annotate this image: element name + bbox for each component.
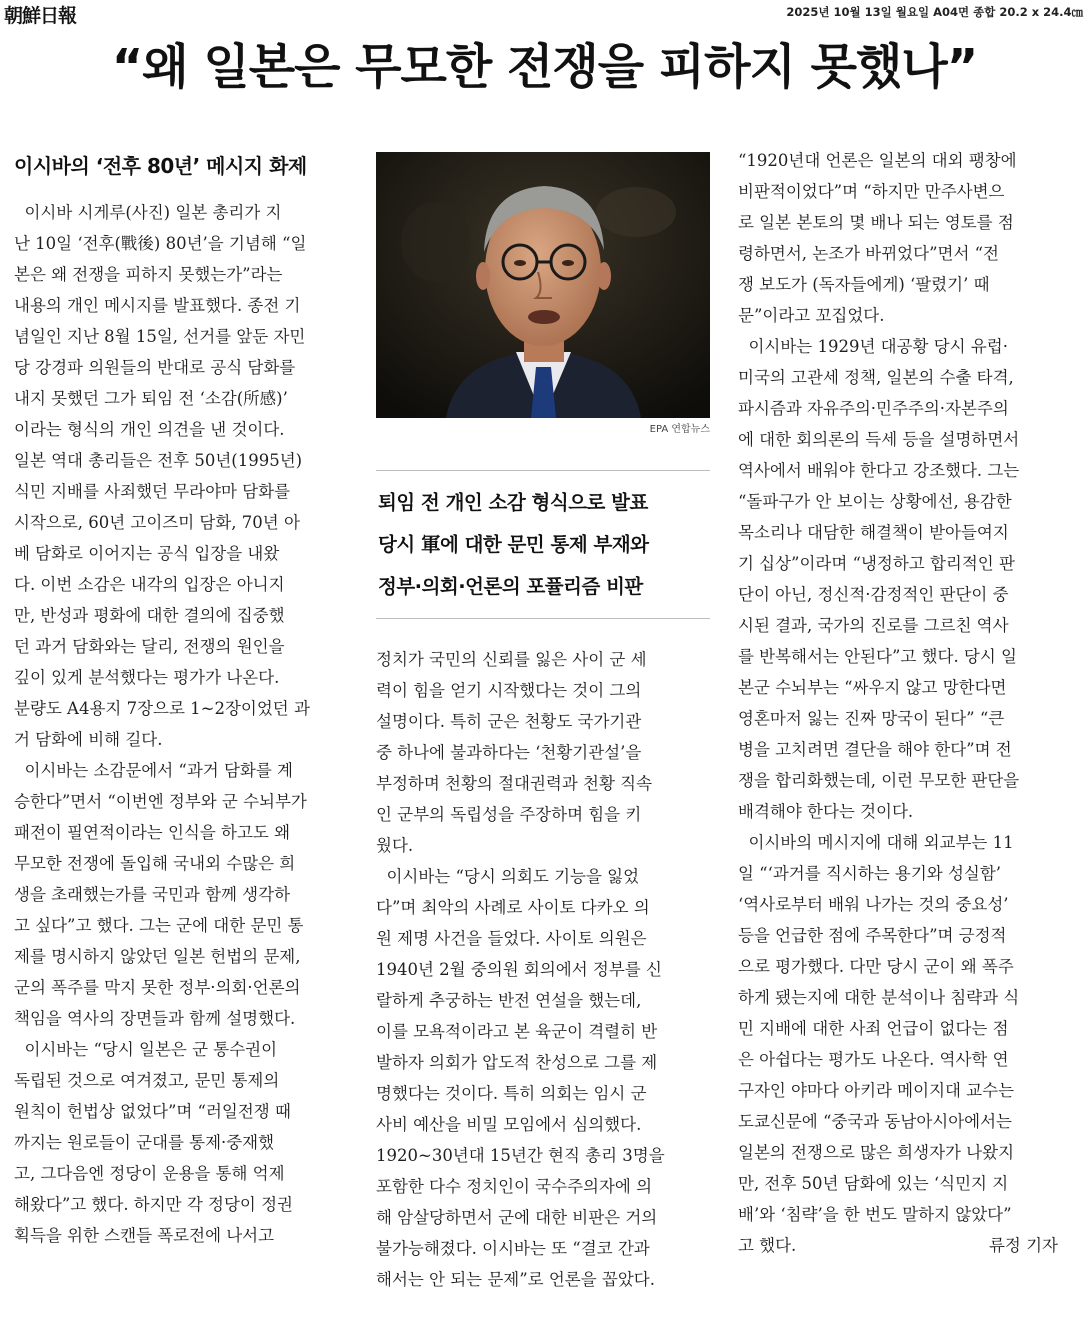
body-line: 역사에서 배워야 한다고 강조했다. 그는 xyxy=(738,461,1020,480)
body-line: 분량도 A4용지 7장으로 1~2장이었던 과 xyxy=(14,699,310,718)
body-line: 원 제명 사건을 들었다. 사이토 의원은 xyxy=(376,929,647,948)
body-line: 념일인 지난 8월 15일, 선거를 앞둔 자민 xyxy=(14,327,306,346)
body-line: 하게 됐는지에 대한 분석이나 침략과 식 xyxy=(738,988,1020,1007)
body-line: 쟁 보도가 (독자들에게) ‘팔렸기’ 때 xyxy=(738,275,990,294)
body-column-3 xyxy=(738,145,1074,1261)
portrait-photo xyxy=(376,152,710,418)
deck-line: 퇴임 전 개인 소감 형식으로 발표 xyxy=(378,491,648,514)
body-line: 고 싶다”고 했다. 그는 군에 대한 문민 통 xyxy=(14,916,304,935)
body-line: 내지 못했던 그가 퇴임 전 ‘소감(所感)’ xyxy=(14,389,288,408)
body-line: 일본 역대 총리들은 전후 50년(1995년) xyxy=(14,451,303,470)
body-line: 패전이 필연적이라는 인식을 하고도 왜 xyxy=(14,823,291,842)
body-line: 생을 초래했는가를 국민과 함께 생각하 xyxy=(14,885,291,904)
body-line: 거 담화에 비해 길다. xyxy=(14,730,163,749)
body-line: 단이 아닌, 정신적·감정적인 판단이 중 xyxy=(738,585,1009,604)
body-line: 배’와 ‘침략’을 한 번도 말하지 않았다” xyxy=(738,1205,1012,1224)
body-line: 다”며 최악의 사례로 사이토 다카오 의 xyxy=(376,898,650,917)
body-line: 부정하며 천황의 절대권력과 천황 직속 xyxy=(376,774,653,793)
body-line: “돌파구가 안 보이는 상황에선, 용감한 xyxy=(738,492,1012,511)
body-line: 쟁을 합리화했는데, 이런 무모한 판단을 xyxy=(738,771,1020,790)
body-line: 정치가 국민의 신뢰를 잃은 사이 군 세 xyxy=(376,650,647,669)
body-line: 령하면서, 논조가 바뀌었다”면서 “전 xyxy=(738,244,999,263)
body-line: 본군 수뇌부는 “싸우지 않고 망한다면 xyxy=(738,678,1007,697)
body-line: 해서는 안 되는 문제”로 언론을 꼽았다. xyxy=(376,1270,655,1289)
body-line: 발하자 의회가 압도적 찬성으로 그를 제 xyxy=(376,1053,658,1072)
body-line: 제를 명시하지 않았던 일본 헌법의 문제, xyxy=(14,947,301,966)
body-line: 내용의 개인 메시지를 발표했다. 종전 기 xyxy=(14,296,301,315)
body-line: 중 하나에 불과하다는 ‘천황기관설’을 xyxy=(376,743,642,762)
body-line: 1940년 2월 중의원 회의에서 정부를 신 xyxy=(376,960,662,979)
body-line: 웠다. xyxy=(376,836,414,855)
body-line: 1920~30년대 15년간 현직 총리 3명을 xyxy=(376,1146,665,1165)
body-line: 배격해야 한다는 것이다. xyxy=(738,802,914,821)
body-line: 비판적이었다”며 “하지만 만주사변으 xyxy=(738,182,1005,201)
body-line: 등을 언급한 점에 주목한다”며 긍정적 xyxy=(738,926,1007,945)
body-line: 를 반복해서는 안된다”고 했다. 당시 일 xyxy=(738,647,1017,666)
body-line: 베 담화로 이어지는 공식 입장을 내왔 xyxy=(14,544,280,563)
body-line: 난 10일 ‘전후(戰後) 80년’을 기념해 “일 xyxy=(14,234,307,253)
body-line: 고 했다. xyxy=(738,1236,797,1255)
body-line: 랄하게 추궁하는 반전 연설을 했는데, xyxy=(376,991,642,1010)
body-line: 까지는 원로들이 군대를 통제·중재했 xyxy=(14,1133,275,1152)
body-line: 이를 모욕적이라고 본 육군이 격렬히 반 xyxy=(376,1022,658,1041)
body-line: 문”이라고 꼬집었다. xyxy=(738,306,885,325)
body-line: 인 군부의 독립성을 주장하며 힘을 키 xyxy=(376,805,642,824)
body-line: 불가능해졌다. 이시바는 또 “결코 간과 xyxy=(376,1239,650,1258)
newspaper-logo: 朝鮮日報 xyxy=(4,5,77,27)
body-line: 도쿄신문에 “중국과 동남아시아에서는 xyxy=(738,1112,1012,1131)
body-line: 획득을 위한 스캔들 폭로전에 나서고 xyxy=(14,1226,275,1245)
body-line: 원칙이 헌법상 없었다”며 “러일전쟁 때 xyxy=(14,1102,291,1121)
byline: 류정 기자 xyxy=(988,1236,1058,1255)
deck-line: 당시 軍에 대한 문민 통제 부재와 xyxy=(378,533,649,556)
edition-info: 2025년 10월 13일 월요일 A04면 종합 20.2 x 24.4㎝ xyxy=(786,5,1083,19)
body-line: 고, 그다음엔 정당이 운용을 통해 억제 xyxy=(14,1164,285,1183)
body-line: 파시즘과 자유주의·민주주의·자본주의 xyxy=(738,399,1009,418)
article-subhead: 이시바의 ‘전후 80년’ 메시지 화제 xyxy=(14,154,307,178)
body-line: 독립된 것으로 여겨졌고, 문민 통제의 xyxy=(14,1071,280,1090)
body-line: 일본의 전쟁으로 많은 희생자가 나왔지 xyxy=(738,1143,1015,1162)
body-line: 던 과거 담화와는 달리, 전쟁의 원인을 xyxy=(14,637,285,656)
body-line: 이시바는 “당시 의회도 기능을 잃었 xyxy=(376,867,640,886)
body-line: 일 “‘과거를 직시하는 용기와 성실함’ xyxy=(738,864,1002,883)
body-line: ‘역사로부터 배워 나가는 것의 중요성’ xyxy=(738,895,1009,914)
body-line: 로 일본 본토의 몇 배나 되는 영토를 점 xyxy=(738,213,1014,232)
page-headline: “왜 일본은 무모한 전쟁을 피하지 못했나” xyxy=(111,39,978,95)
deck-top-rule xyxy=(376,470,710,471)
body-line: 해 암살당하면서 군에 대한 비판은 거의 xyxy=(376,1208,658,1227)
body-line: 해왔다”고 했다. 하지만 각 정당이 정권 xyxy=(14,1195,293,1214)
body-line: “1920년대 언론은 일본의 대외 팽창에 xyxy=(738,151,1017,170)
body-line: 이라는 형식의 개인 의견을 낸 것이다. xyxy=(14,420,285,439)
body-line: 본은 왜 전쟁을 피하지 못했는가”라는 xyxy=(14,265,283,284)
body-line: 이시바는 1929년 대공황 당시 유럽· xyxy=(738,337,1008,356)
body-line: 시작으로, 60년 고이즈미 담화, 70년 아 xyxy=(14,513,300,532)
body-line: 사비 예산을 비밀 모임에서 심의했다. xyxy=(376,1115,642,1134)
body-line: 민 지배에 대한 사죄 언급이 없다는 점 xyxy=(738,1019,1009,1038)
body-line: 이시바 시게루(사진) 일본 총리가 지 xyxy=(14,203,282,222)
body-line: 기 십상”이라며 “냉정하고 합리적인 판 xyxy=(738,554,1015,573)
body-line: 영혼마저 잃는 진짜 망국이 된다” “큰 xyxy=(738,709,1005,728)
body-column-2 xyxy=(376,644,712,1295)
body-line: 만, 전후 50년 담화에 있는 ‘식민지 지 xyxy=(738,1174,1009,1193)
body-column-1 xyxy=(14,197,350,1251)
body-line: 미국의 고관세 정책, 일본의 수출 타격, xyxy=(738,368,1014,387)
body-line: 당 강경파 의원들의 반대로 공식 담화를 xyxy=(14,358,296,377)
portrait-illustration xyxy=(376,152,710,418)
body-line: 승한다”면서 “이번엔 정부와 군 수뇌부가 xyxy=(14,792,307,811)
body-line: 목소리나 대담한 해결책이 받아들여지 xyxy=(738,523,1009,542)
body-line: 책임을 역사의 장면들과 함께 설명했다. xyxy=(14,1009,296,1028)
body-line: 명했다는 것이다. 특히 의회는 임시 군 xyxy=(376,1084,647,1103)
body-line: 깊이 있게 분석했다는 평가가 나온다. xyxy=(14,668,280,687)
body-line: 은 아쉽다는 평가도 나온다. 역사학 연 xyxy=(738,1050,1009,1069)
photo-credit: EPA 연합뉴스 xyxy=(649,424,710,435)
body-line: 만, 반성과 평화에 대한 결의에 집중했 xyxy=(14,606,285,625)
article-deck xyxy=(378,482,710,608)
body-line: 력이 힘을 얻기 시작했다는 것이 그의 xyxy=(376,681,642,700)
body-line: 으로 평가했다. 다만 당시 군이 왜 폭주 xyxy=(738,957,1014,976)
body-line: 에 대한 회의론의 득세 등을 설명하면서 xyxy=(738,430,1020,449)
masthead xyxy=(0,0,1089,27)
deck-line: 정부·의회·언론의 포퓰리즘 비판 xyxy=(378,575,643,598)
body-line: 설명이다. 특히 군은 천황도 국가기관 xyxy=(376,712,642,731)
body-line: 포함한 다수 정치인이 국수주의자에 의 xyxy=(376,1177,653,1196)
deck-bottom-rule xyxy=(376,618,710,619)
body-line: 이시바는 “당시 일본은 군 통수권이 xyxy=(14,1040,278,1059)
body-line: 다. 이번 소감은 내각의 입장은 아니지 xyxy=(14,575,285,594)
body-line: 시된 결과, 국가의 진로를 그르친 역사 xyxy=(738,616,1009,635)
body-line: 병을 고치려면 결단을 해야 한다”며 전 xyxy=(738,740,1012,759)
body-line: 구자인 야마다 아키라 메이지대 교수는 xyxy=(738,1081,1015,1100)
body-line: 이시바는 소감문에서 “과거 담화를 계 xyxy=(14,761,293,780)
body-line: 식민 지배를 사죄했던 무라야마 담화를 xyxy=(14,482,291,501)
body-line: 이시바의 메시지에 대해 외교부는 11 xyxy=(738,833,1014,852)
body-line: 군의 폭주를 막지 못한 정부·의회·언론의 xyxy=(14,978,301,997)
body-line: 무모한 전쟁에 돌입해 국내외 수많은 희 xyxy=(14,854,296,873)
